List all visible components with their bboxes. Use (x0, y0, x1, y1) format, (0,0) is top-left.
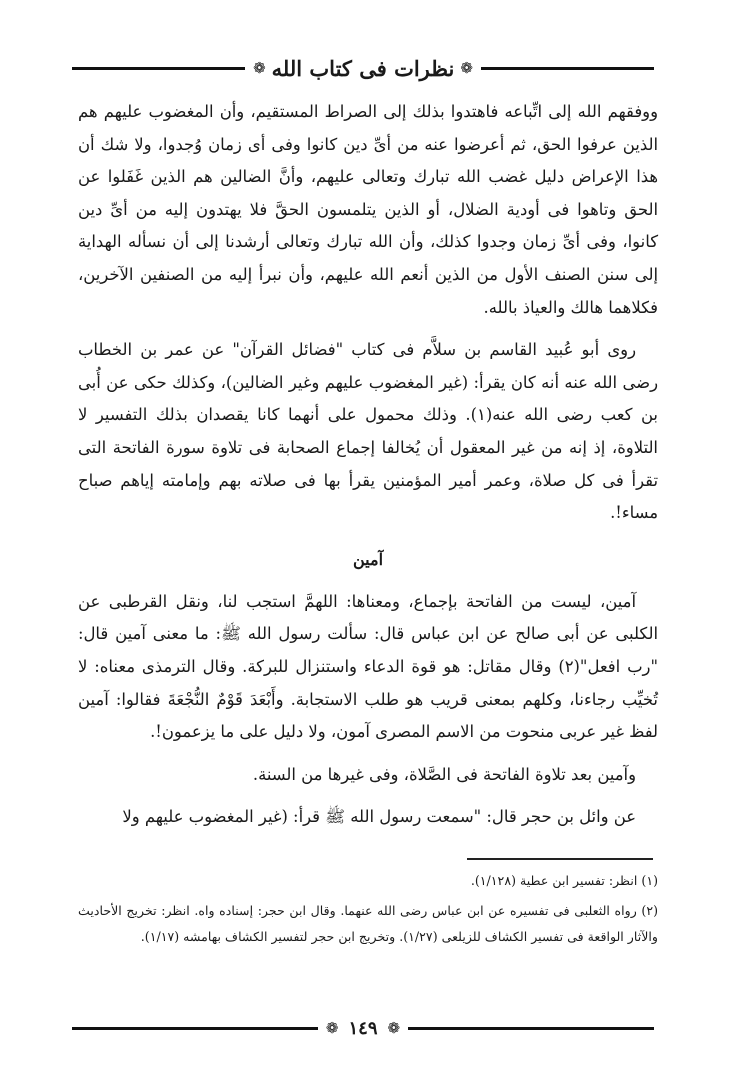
running-title: نظرات فى كتاب الله (271, 55, 455, 81)
footnotes (78, 868, 658, 954)
flower-ornament-icon: ❁ (325, 1018, 339, 1037)
section-heading: آمين (352, 549, 384, 569)
page-footer (72, 1010, 654, 1046)
paragraph: وآمين بعد تلاوة الفاتحة فى الصَّلاة، وفى غيرها من السنة. (252, 764, 636, 784)
main-text (78, 96, 658, 844)
footnote: (٢) رواه الثعلبى فى تفسيره عن ابن عباس رضى الله عنهما. وقال ابن حجر: إسناده واه. انظر: تخريج الأحاديث والآثار الواقعة فى تفسير الكشاف للزيلعى (١/٢٧). وتخريج ابن حجر لتفسير الكشاف بهامشه (١/١٧). (78, 903, 658, 944)
header-rule-right (481, 67, 654, 70)
paragraph: ووفقهم الله إلى اتِّباعه فاهتدوا بذلك إلى الصراط المستقيم، وأن المغضوب عليهم هم الذين عرفوا الحق، ثم أعرضوا عنه من أىِّ دين كانوا وفى أى زمان وُجدوا، ولا شك أن هذا الإعراض دليل غضب الله تبارك وتعالى عليهم، وأنَّ الضالين هم الذين غَفَلوا عن الحق وتاهوا فى أودية الضلال، أو الذين يتلمسون الحقَّ فلا يهتدون إليه من أىِّ دين كانوا، وفى أىِّ زمان وجدوا كذلك، وأن الله تبارك وتعالى أرشدنا إلى أن نسأله الهداية إلى سنن الصنف الأول من الذين أنعم الله عليهم، وأن نبرأ إليه من الصنفين الآخرين، فكلاهما هالك والعياذ بالله. (78, 102, 658, 317)
flower-ornament-icon: ❁ (387, 1018, 401, 1037)
flower-ornament-icon: ❁ (253, 58, 266, 77)
footnote-separator (467, 858, 653, 860)
paragraph: روى أبو عُبيد القاسم بن سلاَّم فى كتاب "فضائل القرآن" عن عمر بن الخطاب رضى الله عنه أنه كان يقرأ: (غير المغضوب عليهم وغير الضالين)، وكذلك حكى عن أُبى بن كعب رضى الله عنه(١). وذلك محمول على أنهما كانا يقصدان بذلك التفسير لا التلاوة، إذ إنه من غير المعقول أن يُخالفا إجماع الصحابة فى تلاوة سورة الفاتحة التى تقرأ فى كل صلاة، وعمر أمير المؤمنين يقرأ بها فى صلاته بهم وإمامته إياهم صباح مساء!. (78, 340, 658, 523)
flower-ornament-icon: ❁ (460, 58, 473, 77)
footer-rule-right (408, 1027, 654, 1030)
page-header (72, 50, 654, 86)
footnote: (١) انظر: تفسير ابن عطية (١/١٢٨). (470, 873, 658, 888)
page-number: ١٤٩ (348, 1017, 378, 1039)
paragraph: آمين، ليست من الفاتحة بإجماع، ومعناها: اللهمَّ استجب لنا، ونقل القرطبى عن الكلبى عن أبى صالح عن ابن عباس قال: سألت رسول الله ﷺ: ما معنى آمين قال: "رب افعل"(٢) وقال مقاتل: هو قوة الدعاء واستنزال للبركة. وقال الترمذى معناه: لا تُخيِّب رجاءنا، وكلهم بمعنى قريب هو طلب الاستجابة. وأَبْعَدَ قَوْمٌ النُّجْعَةَ فقالوا: آمين لفظ غير عربى منحوت من الاسم المصرى آمون، ولا دليل على ما يزعمون!. (78, 591, 658, 742)
header-rule-left (72, 67, 245, 70)
paragraph: عن وائل بن حجر قال: "سمعت رسول الله ﷺ قرأ: (غير المغضوب عليهم ولا (122, 807, 636, 827)
footer-rule-left (72, 1027, 318, 1030)
